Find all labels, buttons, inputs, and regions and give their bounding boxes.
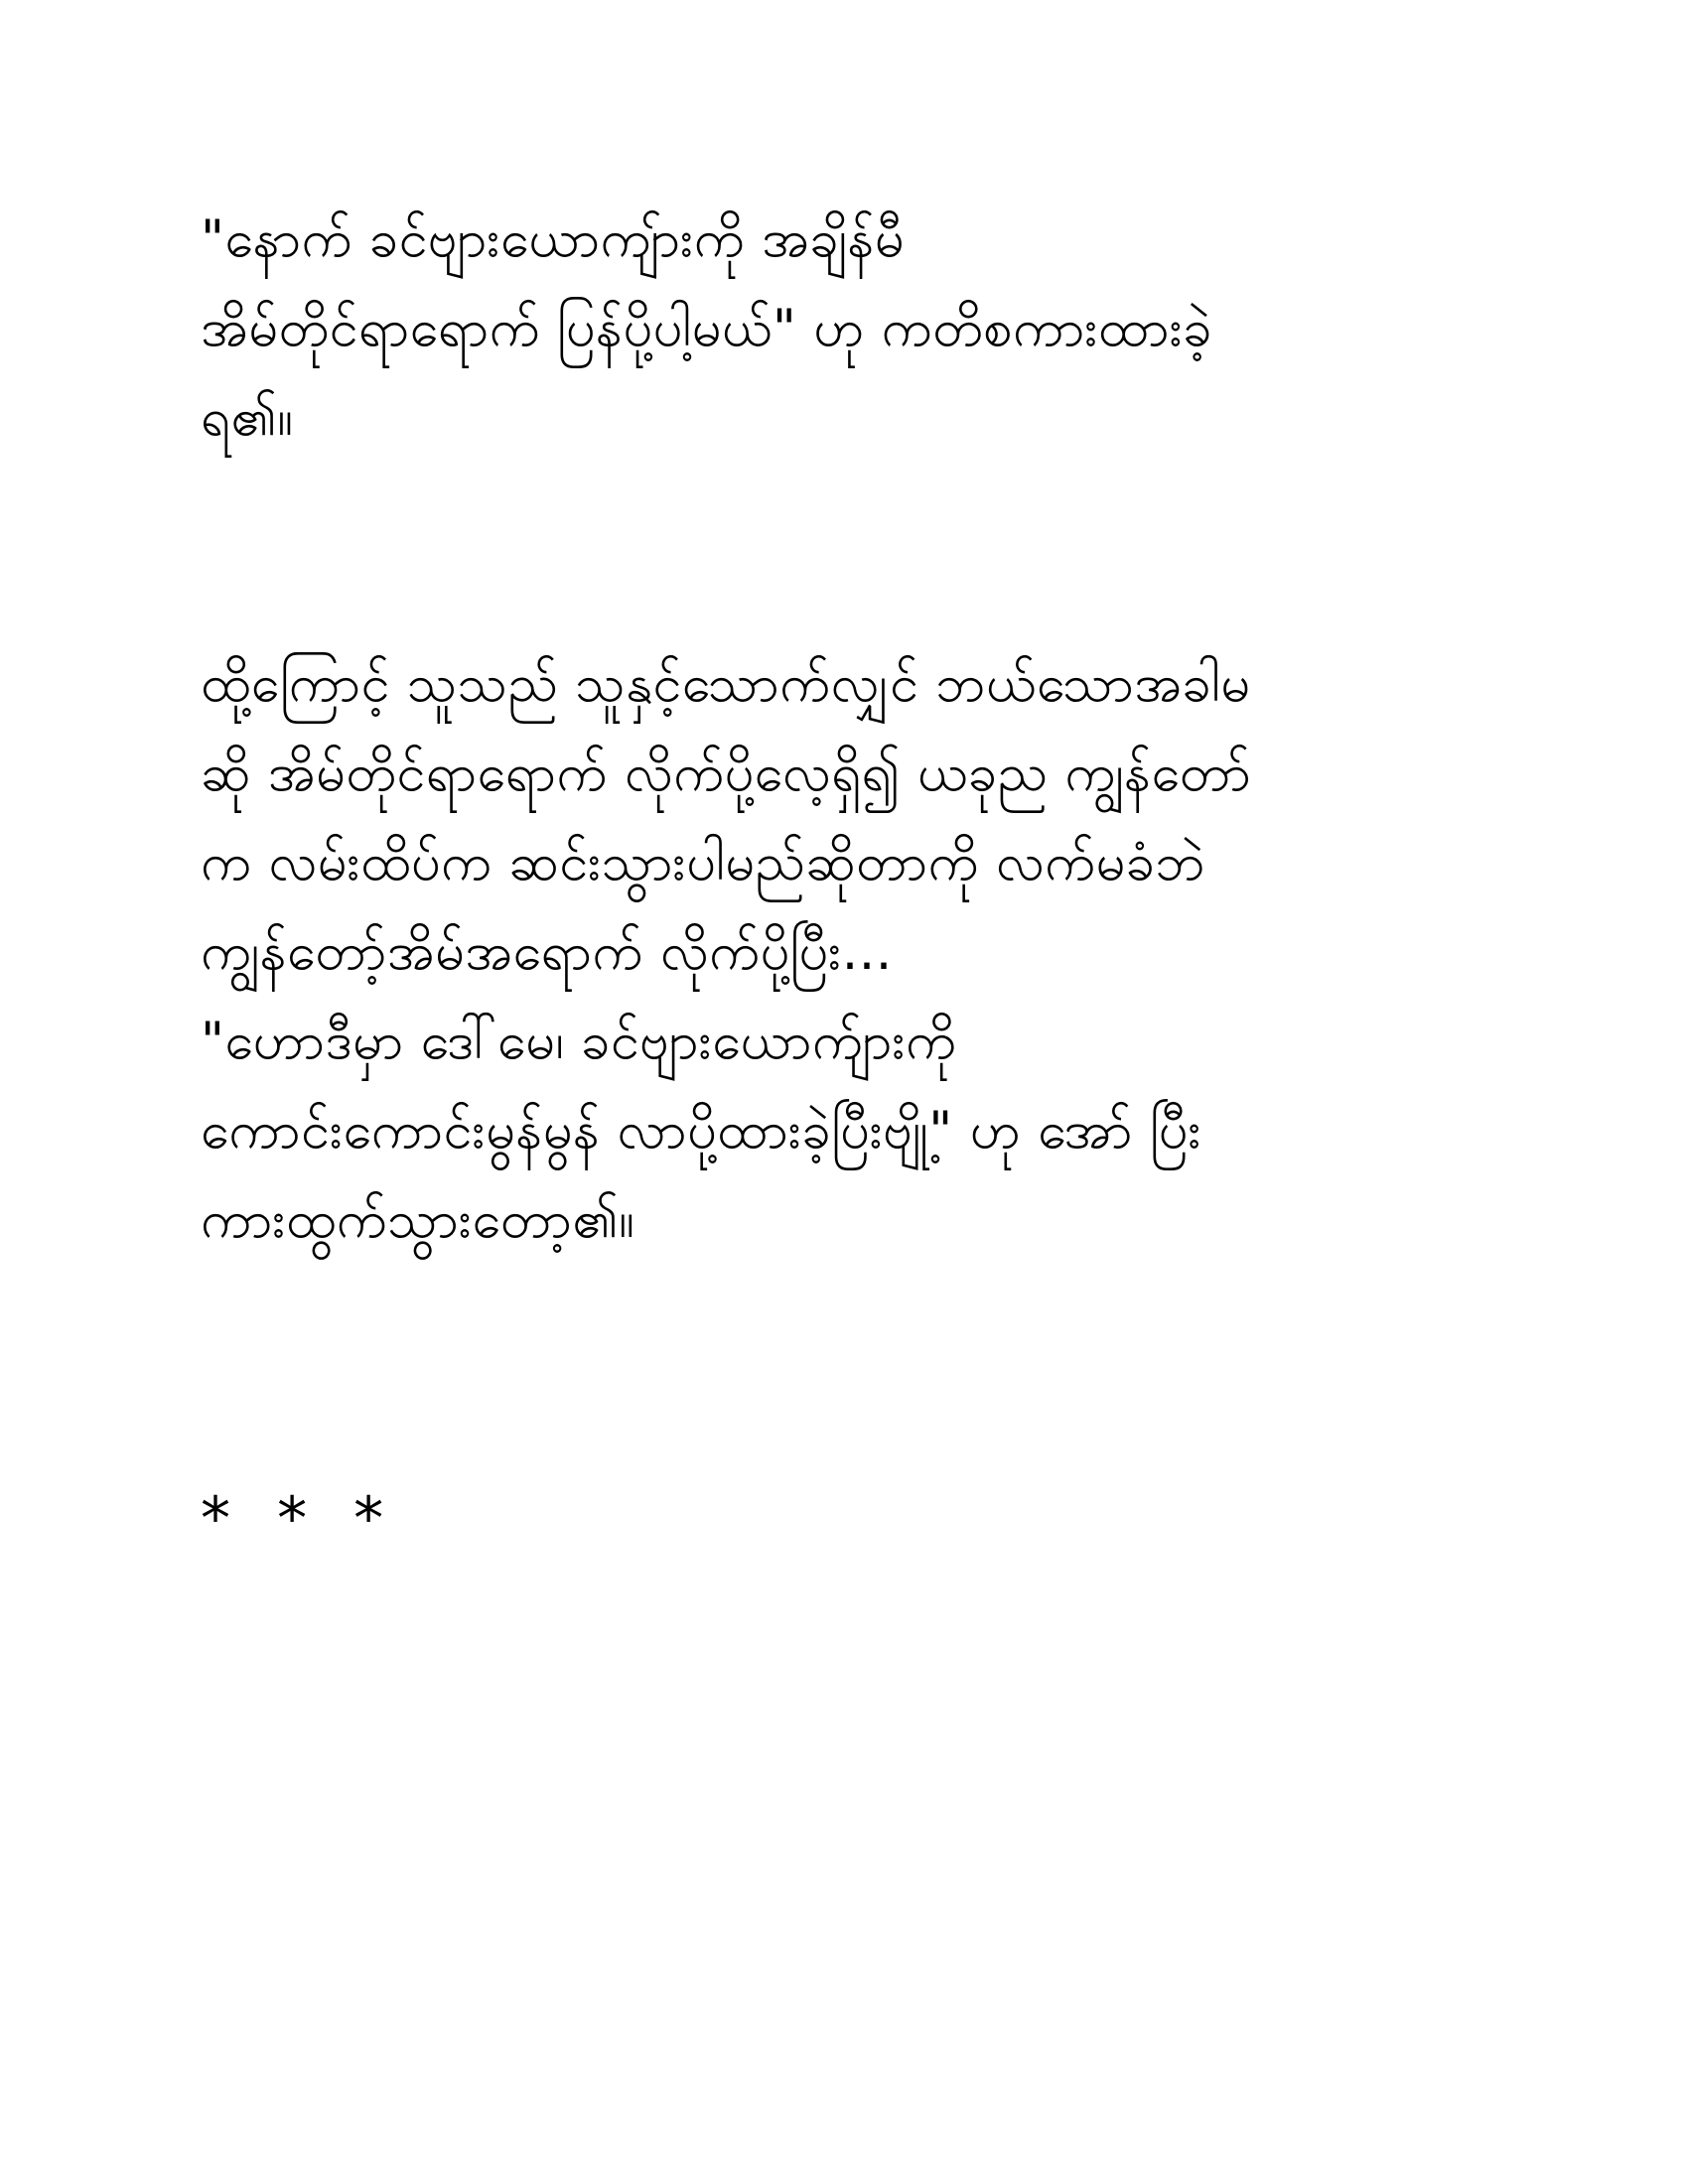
- paragraph-1-line-1: "နောက် ခင်ဗျားယောကျ်ားကို အချိန်မီ: [201, 209, 905, 269]
- paragraph-2-line-6: ကောင်းကောင်းမွန်မွန် လာပို့ထားခဲ့ပြီးဗျို့" ဟု အော် ပြီး: [201, 1101, 1202, 1160]
- paragraph-1-line-3: ရ၏။: [201, 388, 294, 448]
- paragraph-2-line-4: ကျွန်တော့်အိမ်အရောက် လိုက်ပို့ပြီး...: [201, 922, 893, 982]
- paragraph-2: [201, 639, 1511, 1265]
- paragraph-2-line-2: ဆို အိမ်တိုင်ရာရောက် လိုက်ပို့လေ့ရှိ၍ ယခုည ကျွန်တော်: [201, 744, 1252, 803]
- paragraph-1-line-2: အိမ်တိုင်ရာရောက် ပြန်ပို့ပါ့မယ်" ဟု ကတိစကားထားခဲ့: [201, 299, 1213, 358]
- paragraph-2-line-7: ကားထွက်သွားတော့၏။: [201, 1190, 635, 1250]
- paragraph-2-line-5: "ဟောဒီမှာ ဒေါ်မေ၊ ခင်ဗျားယောက်ျားကို: [201, 1012, 957, 1071]
- paragraph-1: [201, 195, 1511, 463]
- scene-break: * * *: [201, 1484, 398, 1554]
- paragraph-2-line-3: က လမ်းထိပ်က ဆင်းသွားပါမည်ဆိုတာကို လက်မခံဘဲ: [201, 833, 1206, 892]
- paragraph-2-line-1: ထို့ကြောင့် သူသည် သူနှင့်သောက်လျှင် ဘယ်သောအခါမ: [201, 654, 1251, 714]
